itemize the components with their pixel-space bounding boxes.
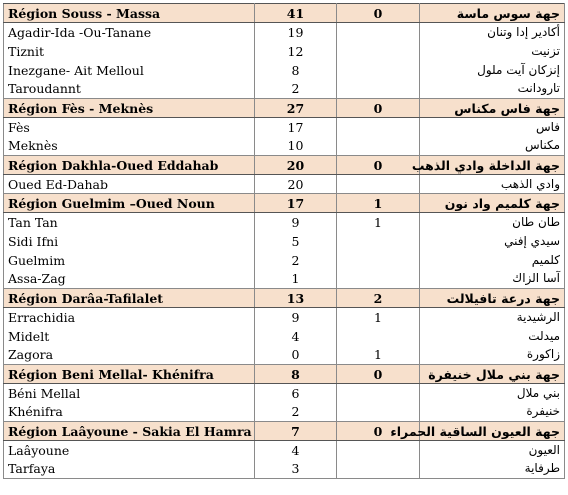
city-name-ar: تارودانت	[420, 80, 565, 99]
city-name-ar: فاس	[420, 118, 565, 137]
city-name-ar: طان طان	[420, 213, 565, 232]
city-total: 8	[255, 61, 337, 80]
region-header-row	[4, 156, 565, 175]
region-name-fr: Région Laâyoune - Sakia El Hamra	[4, 422, 255, 441]
city-row	[4, 251, 565, 270]
city-second-count	[337, 441, 420, 460]
city-total: 6	[255, 384, 337, 403]
city-second-count: 1	[337, 308, 420, 327]
city-total: 10	[255, 137, 337, 156]
city-name-fr: Meknès	[4, 137, 255, 156]
city-second-count	[337, 61, 420, 80]
city-second-count	[337, 137, 420, 156]
region-name-fr: Région Dakhla-Oued Eddahab	[4, 156, 255, 175]
region-name-fr: Région Guelmim –Oued Noun	[4, 194, 255, 213]
region-total: 17	[255, 194, 337, 213]
region-header-row	[4, 365, 565, 384]
city-row	[4, 441, 565, 460]
city-second-count	[337, 251, 420, 270]
city-second-count	[337, 403, 420, 422]
city-row	[4, 137, 565, 156]
city-second-count	[337, 384, 420, 403]
city-name-fr: Fès	[4, 118, 255, 137]
region-header-row	[4, 99, 565, 118]
city-name-fr: Laâyoune	[4, 441, 255, 460]
city-name-fr: Errachidia	[4, 308, 255, 327]
city-name-ar: ميدلت	[420, 327, 565, 346]
city-name-ar: بني ملال	[420, 384, 565, 403]
city-name-fr: Sidi Ifni	[4, 232, 255, 251]
city-total: 2	[255, 251, 337, 270]
city-name-fr: Tarfaya	[4, 460, 255, 479]
region-header-row	[4, 422, 565, 441]
city-row	[4, 232, 565, 251]
city-total: 1	[255, 270, 337, 289]
city-total: 9	[255, 213, 337, 232]
city-name-fr: Tiznit	[4, 42, 255, 61]
city-name-ar: آسا الزاك	[420, 270, 565, 289]
region-second-count: 1	[337, 194, 420, 213]
city-total: 5	[255, 232, 337, 251]
region-name-fr: Région Darâa-Tafilalet	[4, 289, 255, 308]
city-row	[4, 118, 565, 137]
region-second-count: 0	[337, 422, 420, 441]
city-name-fr: Assa-Zag	[4, 270, 255, 289]
city-second-count	[337, 80, 420, 99]
city-name-ar: وادي الذهب	[420, 175, 565, 194]
region-second-count: 0	[337, 156, 420, 175]
city-name-fr: Oued Ed-Dahab	[4, 175, 255, 194]
city-second-count: 1	[337, 213, 420, 232]
city-row	[4, 23, 565, 42]
city-total: 0	[255, 346, 337, 365]
city-name-fr: Guelmim	[4, 251, 255, 270]
region-table	[3, 3, 565, 479]
city-name-ar: إنزكان آيت ملول	[420, 61, 565, 80]
region-total: 27	[255, 99, 337, 118]
region-name-fr: Région Souss - Massa	[4, 4, 255, 23]
region-name-fr: Région Fès - Meknès	[4, 99, 255, 118]
city-row	[4, 175, 565, 194]
city-second-count	[337, 270, 420, 289]
city-second-count	[337, 175, 420, 194]
city-second-count	[337, 460, 420, 479]
region-total: 8	[255, 365, 337, 384]
city-name-ar: العيون	[420, 441, 565, 460]
city-row	[4, 346, 565, 365]
city-row	[4, 270, 565, 289]
region-second-count: 0	[337, 4, 420, 23]
city-name-ar: زاكورة	[420, 346, 565, 365]
city-row	[4, 308, 565, 327]
city-row	[4, 403, 565, 422]
region-name-ar: جهة سوس ماسة	[420, 4, 565, 23]
city-total: 17	[255, 118, 337, 137]
city-name-ar: الرشيدية	[420, 308, 565, 327]
region-header-row	[4, 289, 565, 308]
city-name-ar: تزنيت	[420, 42, 565, 61]
city-row	[4, 61, 565, 80]
region-table-container	[3, 3, 565, 479]
city-row	[4, 327, 565, 346]
city-total: 20	[255, 175, 337, 194]
region-name-ar: جهة بني ملال خنيفرة	[420, 365, 565, 384]
city-total: 2	[255, 403, 337, 422]
city-total: 9	[255, 308, 337, 327]
city-name-fr: Agadir-Ida -Ou-Tanane	[4, 23, 255, 42]
city-second-count	[337, 232, 420, 251]
city-row	[4, 80, 565, 99]
city-second-count	[337, 327, 420, 346]
region-header-row	[4, 194, 565, 213]
city-row	[4, 384, 565, 403]
region-name-ar: جهة العيون الساقية الحمراء	[420, 422, 565, 441]
region-name-ar: جهة درعة تافيلالت	[420, 289, 565, 308]
city-name-ar: طرفاية	[420, 460, 565, 479]
region-name-ar: جهة كلميم واد نون	[420, 194, 565, 213]
city-name-ar: كلميم	[420, 251, 565, 270]
city-total: 4	[255, 441, 337, 460]
city-row	[4, 213, 565, 232]
region-total: 20	[255, 156, 337, 175]
city-name-fr: Taroudannt	[4, 80, 255, 99]
city-name-fr: Inezgane- Ait Melloul	[4, 61, 255, 80]
city-name-ar: سيدي إفني	[420, 232, 565, 251]
city-name-fr: Khénifra	[4, 403, 255, 422]
region-second-count: 0	[337, 99, 420, 118]
region-total: 41	[255, 4, 337, 23]
city-name-fr: Tan Tan	[4, 213, 255, 232]
city-name-ar: خنيفرة	[420, 403, 565, 422]
region-second-count: 0	[337, 365, 420, 384]
city-name-fr: Béni Mellal	[4, 384, 255, 403]
region-header-row	[4, 4, 565, 23]
city-second-count	[337, 42, 420, 61]
city-total: 12	[255, 42, 337, 61]
region-second-count: 2	[337, 289, 420, 308]
city-total: 4	[255, 327, 337, 346]
region-total: 13	[255, 289, 337, 308]
city-name-fr: Midelt	[4, 327, 255, 346]
region-table-body	[4, 4, 565, 479]
region-name-ar: جهة الداخلة وادي الذهب	[420, 156, 565, 175]
city-second-count	[337, 118, 420, 137]
city-second-count	[337, 23, 420, 42]
region-name-fr: Région Beni Mellal- Khénifra	[4, 365, 255, 384]
region-name-ar: جهة فاس مكناس	[420, 99, 565, 118]
city-total: 19	[255, 23, 337, 42]
city-name-ar: مكناس	[420, 137, 565, 156]
city-name-fr: Zagora	[4, 346, 255, 365]
city-total: 2	[255, 80, 337, 99]
city-name-ar: أكادير إدا وتنان	[420, 23, 565, 42]
city-row	[4, 460, 565, 479]
city-row	[4, 42, 565, 61]
city-second-count: 1	[337, 346, 420, 365]
city-total: 3	[255, 460, 337, 479]
region-total: 7	[255, 422, 337, 441]
